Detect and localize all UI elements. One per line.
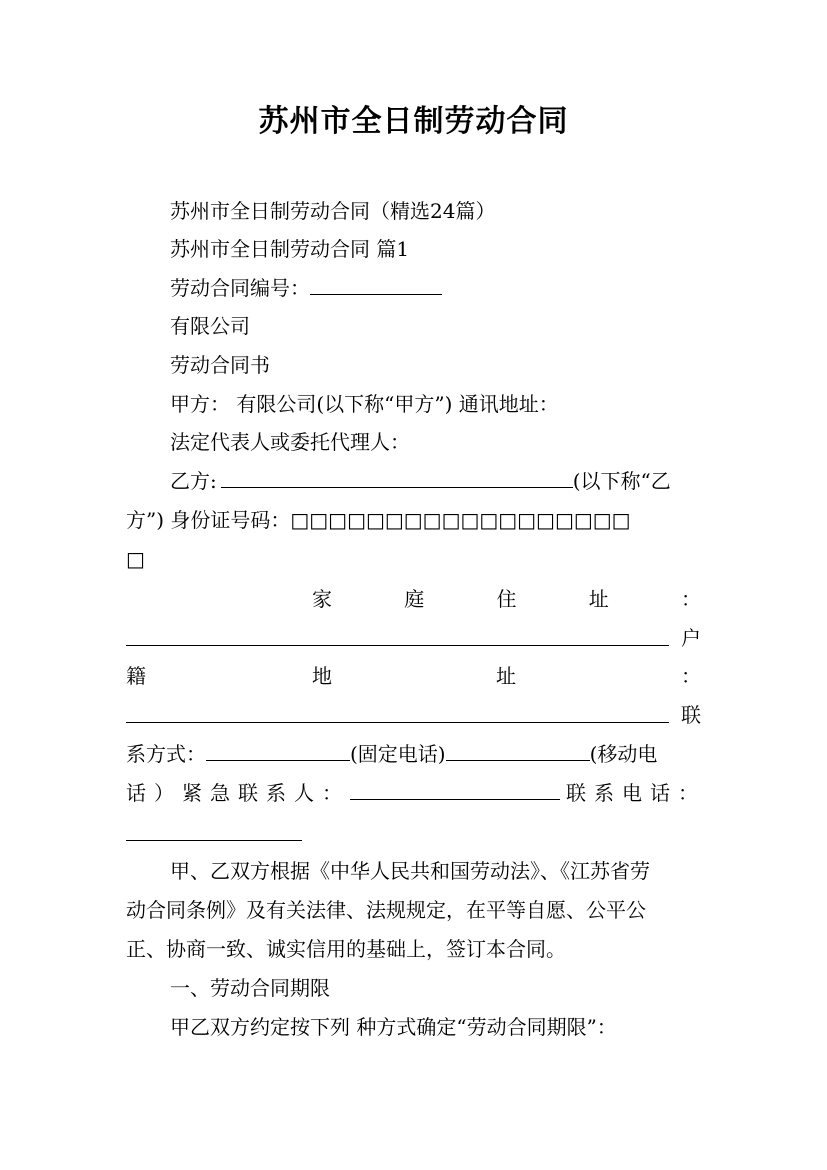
emergency-phone-label: 联系电话： <box>566 781 706 805</box>
line-party-b <box>170 462 701 500</box>
id-number-label: 方”) 身份证号码： <box>126 508 291 532</box>
contract-number-label: 劳动合同编号： <box>170 276 310 300</box>
char: 籍 <box>126 664 146 688</box>
char: 庭 <box>404 587 425 611</box>
huji-address-blank <box>126 722 669 723</box>
section-heading: 一、劳动合同期限 <box>170 976 330 1000</box>
section-line: 甲乙双方约定按下列 种方式确定“劳动合同期限”： <box>170 1015 617 1039</box>
line-contract-book: 劳动合同书 <box>170 353 270 377</box>
line-subtitle: 苏州市全日制劳动合同（精选24篇） <box>170 199 496 223</box>
char: 住 <box>496 587 517 611</box>
paragraph-line-1: 甲、乙双方根据《中华人民共和国劳动法》、《江苏省劳 <box>170 859 650 883</box>
char: 址 <box>496 664 516 688</box>
char: 地 <box>312 664 332 688</box>
document-title: 苏州市全日制劳动合同 <box>258 104 569 139</box>
char: ： <box>681 587 701 611</box>
lian-char: 联 <box>681 703 701 727</box>
line-emergency-contact <box>126 774 706 812</box>
home-address-blank <box>126 645 669 646</box>
char: 家 <box>312 587 332 611</box>
line-id-number <box>126 501 701 539</box>
line-party-a: 甲方： 有限公司(以下称“甲方”) 通讯地址： <box>170 392 559 416</box>
hu-char: 户 <box>681 626 701 650</box>
emergency-phone-blank <box>126 840 302 841</box>
contact-label: 系方式： <box>126 742 206 766</box>
paragraph-line-3: 正、协商一致、诚实信用的基础上，签订本合同。 <box>126 937 566 961</box>
landline-blank <box>206 738 350 761</box>
emergency-contact-label: 话）紧急联系人： <box>126 781 350 805</box>
party-b-label: 乙方: <box>170 469 217 493</box>
line-article-heading: 苏州市全日制劳动合同 篇1 <box>170 237 410 261</box>
line-home-address-label <box>312 580 701 618</box>
mobile-blank <box>446 738 590 761</box>
line-contract-number <box>170 269 701 307</box>
line-legal-rep: 法定代表人或委托代理人： <box>170 430 410 454</box>
paragraph-line-2: 动合同条例》及有关法律、法规规定，在平等自愿、公平公 <box>126 898 646 922</box>
emergency-contact-blank <box>350 777 560 800</box>
char: 址 <box>588 587 609 611</box>
char: ： <box>681 664 701 688</box>
mobile-label: (移动电 <box>589 742 658 766</box>
landline-label: (固定电话) <box>350 742 446 766</box>
party-b-alias: (以下称“乙 <box>572 469 671 493</box>
line-contact <box>126 735 701 773</box>
id-number-boxes: □□□□□□□□□□□□□□□□□□ <box>290 508 631 532</box>
id-number-last-box: □ <box>126 547 145 571</box>
line-company: 有限公司 <box>170 314 250 338</box>
party-b-name-blank <box>221 465 573 488</box>
contract-number-blank <box>310 272 442 295</box>
